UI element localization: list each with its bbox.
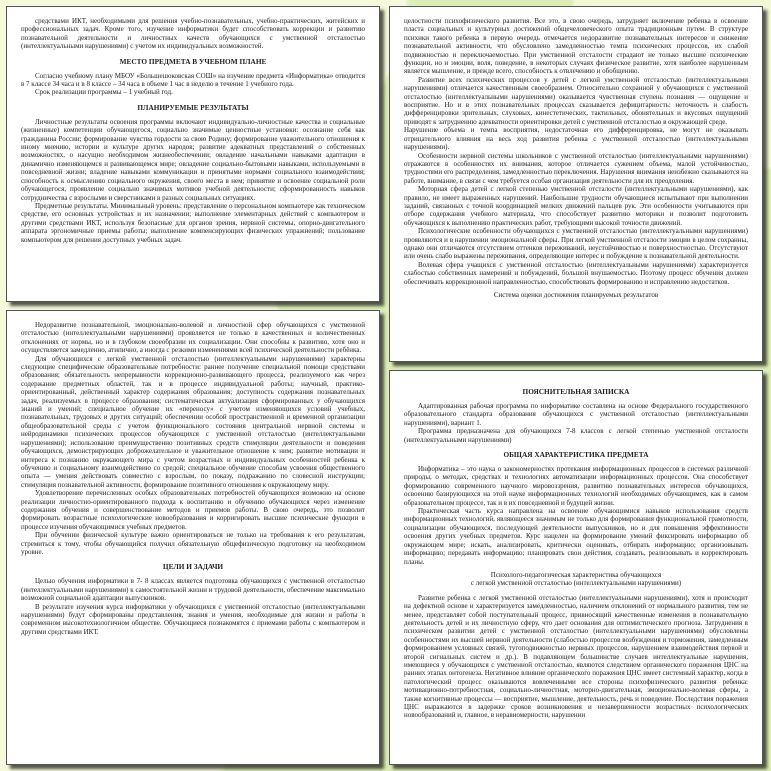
paragraph: Развитие всех психических процессов у детей с легкой умственной отсталостью (интеллектуальными нарушениями) отличается качественным своеобразием. Относительно сохранной у обучающихся с умственной отсталостью (интеллектуальными нарушениями) оказывается чувственная ступень познания — ощущение и восприятие. Но и в этих познавательных процессах сказывается дефицитарность: неточность и слабость дифференцировки зрительных, слуховых, кинестетических, тактильных, обонятельных и вкусовых ощущений приводят к затруднению адекватности ориентировки детей с умственной отсталостью в окружающей среде.	[404, 75, 748, 126]
paragraph: Программа предназначена для обучающихся 7-8 классов с легкой степенью умственной отсталости (интеллектуальными нарушениями)	[404, 427, 748, 444]
paragraph: Нарушение объема и темпа восприятия, недостаточная его дифференцировка, не могут не оказывать отрицательного влияния на весь ход развития ребенка с умственной отсталостью (интеллектуальными нарушениями).	[404, 126, 748, 152]
paragraph: средствами ИКТ, необходимыми для решения учебно-познавательных, учебно-практических, житейских и профессиональных задач. Кроме того, изучение информатики будет способствовать коррекции и развитию познавательной деятельности и личностных качеств обучающихся с умственной отсталостью (интеллектуальными нарушениями) с учетом их индивидуальных возможностей.	[21, 17, 365, 51]
paragraph: При обучении физической культуре важно ориентироваться не только на требования к его результатам, стремиться к тому, чтобы обучающийся получил обязательную общефизическую подготовку на необходимом уровне.	[21, 531, 365, 556]
paragraph: Особенности нервной системы школьников с умственной отсталостью (интеллектуальными нарушениями) отражаются в особенностях их внимания, которое отличается сужением объема, малой устойчивостью, трудностями его распределения, замедленностью переключения. Нарушения внимания неизбежно сказываются на работе, внимание, в связи с чем требуется особая организация деятельности для их преодоления.	[404, 151, 748, 185]
paragraph: Информатика – это наука о закономерностях протекания информационных процессов в системах различной природы, о методах, средствах и технологиях автоматизации информационных процессов. Она способствует формированию современного научного мировоззрения, развитию познавательных интересов обучающихся, освоению базирующихся на этой науке информационных технологий необходимых обучающимся, как в самом образовательном процессе, так и в их повседневной и будущей жизни.	[404, 465, 748, 507]
paragraph: В результате изучения курса информатики у обучающихся с умственной отсталостью (интеллектуальными нарушениями) будут сформированы представления, знания и умения, необходимые для жизни и работы в современном высокотехнологичном обществе. Обучающиеся познакомятся с приемами работы с компьютером и другими средствами ИКТ.	[21, 602, 365, 636]
paragraph: Волевая сфера учащихся с умственной отсталостью (интеллектуальными нарушениями) характеризуется слабостью собственных намерений и побуждений, большой внушаемостью. Поэтому процесс обучения должен обеспечивать коррекционной направленностью, способствовать формированию и исправлению недостатков.	[404, 260, 748, 286]
section-heading: МЕСТО ПРЕДМЕТА В УЧЕБНОМ ПЛАНЕ	[119, 56, 267, 66]
paragraph: Моторная сфера детей с легкой степенью умственной отсталости (интеллектуальными нарушениями), как правило, не имеет выраженных нарушений. Наибольшие трудности обучающиеся испытывают при выполнении заданий, связанных с точной координацией мелких движений пальцев рук. Эти особенности учитываются при отборе содержания учебного материала, что способствует развитию моторики и позволит подготовить обучающихся к выполнению практических работ, требующими высокой точности движений.	[404, 185, 748, 227]
paragraph: Развитие ребенка с легкой умственной отсталостью (интеллектуальными нарушениями), хотя и происходит на дефектной основе и характеризуется замедленностью, наличием отклонений от нормального развития, тем не менее, представляет собой поступательный процесс, привносящий качественные изменения в познавательную деятельность детей и их личностную сферу, что дает основания для оптимистического прогноза. Затруднения в психическом развитии детей с умственной отсталостью (интеллектуальными нарушениями) обусловлены особенностями их высшей нервной деятельности (слабостью процессов возбуждения и торможения, замедленным формированием условных связей, тугоподвижностью нервных процессов, нарушением взаимодействия первой и второй сигнальных систем и др.). В подавляющем большинстве случаев интеллектуальные нарушения, имеющиеся у обучающихся с умственной отсталостью, являются следствием органического поражения ЦНС на ранних этапах онтогенеза. Негативное влияние органического поражения ЦНС имеет системный характер, когда в патологический процесс оказываются вовлеченными все стороны психофизического развития ребенка: мотивационно-потребностная, социально-личностная, моторно-двигательная, эмоционально-волевая сферы, а также когнитивные процессы — восприятие, мышление, деятельность, речь и поведение. Последствия поражения ЦНС выражаются в задержке сроков возникновения и незавершенности возрастных психологических новообразований и, главное, в неравномерности, нарушении	[404, 593, 748, 720]
document-page-explanatory-note	[389, 370, 763, 765]
paragraph: Согласно учебному плану МБОУ «Большешоковская СОШ» на изучение предмета «Информатика» отводится в 7 классе 34 часа и в 8 классе – 34 часа в объеме 1 час в неделю в течение 1 учебного года.	[21, 71, 365, 89]
paragraph: Практическая часть курса направлена на освоение обучающимися навыков использования средств информационных технологий, являющееся значимым не только для формирования функциональной грамотности, социализации обучающихся, последующей деятельности выпускников, но и для повышения эффективности освоения других учебных предметов. Курс нацелен на формирование умений фиксировать информацию об окружающем мире; искать, анализировать, критически оценивать, отбирать информацию; организовывать информацию; передавать информацию; планировать свои действия, создавать, реализовывать и корректировать планы.	[404, 507, 748, 566]
document-page-place-in-curriculum	[6, 6, 380, 302]
paragraph: Психологические особенности обучающихся с умственной отсталостью (интеллектуальными нарушениями) проявляются и в нарушении эмоциональной сферы. При легкой умственной отсталости эмоции в целом сохранны, однако они отличаются отсутствием оттенков переживаний, неустойчивостью и поверхностностью. Отсутствуют или очень слабо выражены переживания, определяющие интерес и побуждение к познавательной деятельности.	[404, 227, 748, 261]
paragraph: Целью обучения информатики в 7- 8 классах является подготовка обучающихся с умственной отсталостью (интеллектуальными нарушениями) к самостоятельной жизни и трудовой деятельности, обеспечение максимально возможной социальной адаптации выпускников.	[21, 577, 365, 603]
paragraph: Личностные результаты освоения программы включают индивидуально-личностные качества и социальные (жизненные) компетенции обучающегося, социально значимые ценностные установки: осознание себя как гражданина России; формирование чувства гордости за свою Родину; формирование уважительного отношения к иному мнению, истории и культуре других народов; развитие адекватных представлений о собственных возможностях, о насущно необходимом жизнеобеспечении; овладение начальными навыками адаптации в динамично изменяющемся и развивающемся мире; овладение социально-бытовыми навыками, используемыми в повседневной жизни; владение навыками коммуникации и принятыми нормами социального взаимодействия; способность к осмыслению социального окружения, своего места в нем; принятие и освоение социальной роли обучающегося, проявление социально значимых мотивов учебной деятельности; сформированность навыков сотрудничества с взрослыми и сверстниками в разных социальных ситуациях.	[21, 117, 365, 202]
section-heading: ПОЯСНИТЕЛЬНАЯ ЗАПИСКА	[522, 387, 630, 396]
centered-subheading: с легкой умственной отсталостью (интеллектуальными нарушениями)	[470, 579, 682, 588]
paragraph: Срок реализации программы – 1 учебный год.	[35, 88, 173, 97]
paragraph: Адаптированная рабочая программа по информатике составлена на основе Федерального государственного образовательного стандарта образования обучающихся с умственной отсталостью (интеллектуальными нарушениями), вариант 1.	[404, 402, 748, 427]
centered-subheading: Психолого-педагогическая характеристика обучающихся	[490, 570, 662, 579]
paragraph: Недоразвитие познавательной, эмоционально-волевой и личностной сфер обучающихся с умственной отсталостью (интеллектуальными нарушениями) проявляется не только в качественных и количественных отклонениях от нормы, но и в глубоком своеобразии их социализации. Они способны к развитию, хотя оно и осуществляется замедленно, атипично, а иногда с резкими изменениями всей психической деятельности ребёнка.	[21, 321, 365, 355]
paragraph: целостности психофизического развития. Все это, в свою очередь, затрудняет включение ребенка в освоение пласта социальных и культурных достижений общечеловеческого опыта традиционным путем. В структуре психики такого ребенка в первую очередь отмечается недоразвитие познавательных интересов и снижение познавательной активности, что обусловлено замедленностью темпа психических процессов, их слабой подвижностью и переключаемостью. При умственной отсталости страдают не только высшие психические функции, но и эмоции, воля, поведение, в некоторых случаях физическое развитие, хотя наиболее нарушенным является мышление, и прежде всего, способность к отвлечению и обобщению.	[404, 17, 748, 76]
document-page-psychological-development	[389, 6, 763, 362]
document-page-educational-needs	[6, 310, 380, 765]
paragraph: Предметные результаты. Минимальный уровень: представление о персональном компьютере как техническом средстве, его основных устройствах и их назначении; выполнение элементарных действий с компьютером и другими средствами ИКТ, используя безопасные для органов зрения, нервной системы, опорно-двигательного аппарата эргономичные приемы работы; выполнение компенсирующих физических упражнений; пользование компьютером для решения доступных учебных задач.	[21, 201, 365, 244]
section-heading: ЦЕЛИ И ЗАДАЧИ	[162, 562, 224, 572]
section-heading: ПЛАНИРУЕМЫЕ РЕЗУЛЬТАТЫ	[137, 102, 249, 112]
paragraph: Удовлетворение перечисленных особых образовательных потребностей обучающихся возможно на основе реализации личностно-ориентированного подхода к воспитанию и обучению обучающихся через изменение содержания обучения и совершенствование методов и приемов работы. В свою очередь, это позволит формировать возрастные психологические новообразования и корригировать высшие психические функции в процессе изучения обучающимися учебных предметов.	[21, 489, 365, 531]
centered-subheading: Система оценки достижения планируемых результатов	[493, 291, 659, 299]
section-heading: ОБЩАЯ ХАРАКТЕРИСТИКА ПРЕДМЕТА	[503, 450, 649, 460]
paragraph: Для обучающихся с легкой умственной отсталостью (интеллектуальными нарушениями) характерны следующие специфические образовательные потребности: раннее получение специальной помощи средствами образования; обязательность непрерывности коррекционно-развивающего процесса, реализуемого как через содержание предметных областей, так и в процессе индивидуальной работы; научный, практико-ориентированный, действенный характер содержания образования; доступность содержания познавательных задач, реализуемых в процессе образования; систематическая актуализация сформированных у обучающихся знаний и умений; специальное обучение их «переносу» с учетом изменяющихся условий учебных, познавательных, трудовых и других ситуаций; обеспечении особой пространственной и временной организации общеобразовательной среды с учетом функционального состояния центральной нервной системы и нейродинамики психических процессов обучающихся с умственной отсталостью (интеллектуальными нарушениями); использование преимущественно позитивных средств стимуляции деятельности и поведения обучающихся, демонстрирующих доброжелательное и уважительное отношение к ним; развитие мотивации и интереса к познанию окружающего мира с учетом возрастных и индивидуальных особенностей ребенка к обучению и социальному взаимодействию со средой; специальное обучение способам усвоения общественного опыта — умения действовать совместно с взрослым, по показу, подражанию по словесной инструкции; стимуляция познавательной активности, формирование позитивного отношения к окружающему миру.	[21, 354, 365, 489]
